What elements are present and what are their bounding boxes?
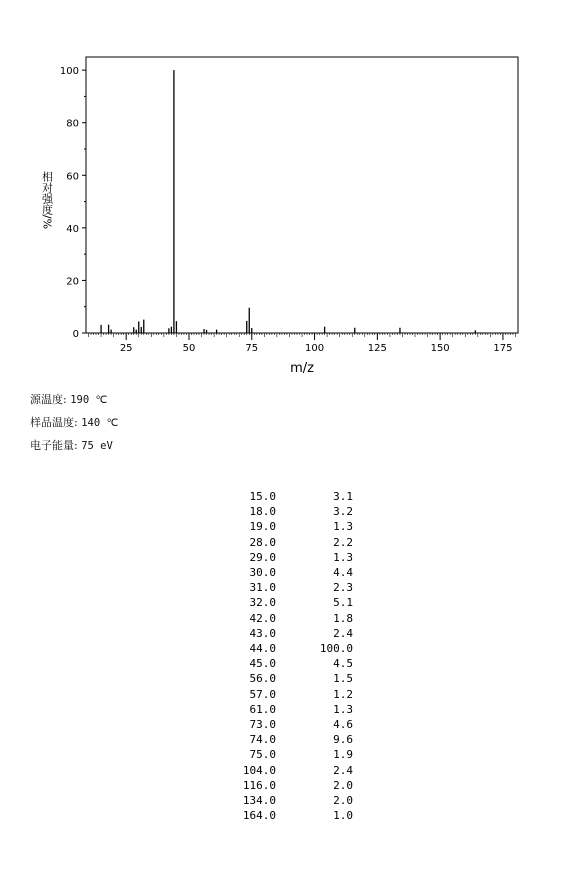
- peak-intensity: 1.3: [333, 702, 353, 716]
- peak-mz: 57.0: [249, 687, 276, 701]
- peak-mz: 73.0: [249, 718, 276, 732]
- y-tick-label: 20: [66, 276, 79, 288]
- x-tick-label: 50: [182, 343, 196, 354]
- y-tick-label: 0: [72, 329, 79, 340]
- peak-row: [220, 656, 380, 671]
- x-minor-ticks: [89, 333, 516, 337]
- x-axis-ticks: [120, 333, 513, 354]
- sample-temperature-value: 140 ℃: [81, 417, 119, 429]
- peak-row: [220, 717, 380, 732]
- peak-intensity: 2.3: [333, 581, 353, 595]
- source-temperature-label: 源温度:: [30, 393, 67, 406]
- peak-mz: 45.0: [249, 657, 276, 671]
- peak-row: [220, 626, 380, 641]
- peak-mz: 104.0: [242, 763, 276, 777]
- peak-row: [220, 763, 380, 778]
- peak-mz: 74.0: [249, 733, 276, 747]
- peak-mz: 31.0: [249, 581, 276, 595]
- peak-mz: 42.0: [249, 611, 276, 625]
- y-tick-label: 60: [66, 171, 79, 183]
- peak-intensity: 4.4: [333, 566, 353, 580]
- peak-mz: 164.0: [242, 809, 276, 823]
- peak-row: [220, 504, 380, 519]
- source-temperature-value: 190 ℃: [70, 394, 108, 406]
- peak-intensity: 1.0: [333, 809, 353, 823]
- peak-mz: 18.0: [249, 505, 276, 519]
- peak-mz: 75.0: [249, 748, 276, 762]
- peak-row: [220, 808, 380, 823]
- electron-energy: [30, 437, 113, 453]
- peak-row: [220, 580, 380, 595]
- spectrum-peaks: [101, 70, 475, 333]
- peak-mz: 29.0: [249, 550, 276, 564]
- peak-mz: 116.0: [242, 778, 276, 792]
- peak-intensity: 1.2: [333, 687, 353, 701]
- peak-row: [220, 611, 380, 626]
- peak-intensity: 1.5: [333, 672, 353, 686]
- peak-row: [220, 535, 380, 550]
- peak-intensity: 3.2: [333, 505, 353, 519]
- sample-temperature-label: 样品温度:: [30, 416, 78, 429]
- peak-intensity: 1.3: [333, 520, 353, 534]
- peak-intensity: 2.0: [333, 794, 353, 808]
- peak-mz: 134.0: [242, 794, 276, 808]
- peak-mz: 30.0: [249, 566, 276, 580]
- x-tick-label: 25: [119, 343, 133, 354]
- peak-intensity: 2.4: [333, 626, 353, 640]
- peak-intensity: 2.0: [333, 778, 353, 792]
- peak-row: [220, 565, 380, 580]
- peak-intensity: 5.1: [333, 596, 353, 610]
- peak-row: [220, 595, 380, 610]
- peak-row: [220, 489, 380, 504]
- peak-intensity: 1.9: [333, 748, 353, 762]
- peak-mz: 43.0: [249, 626, 276, 640]
- electron-energy-value: 75 eV: [81, 440, 113, 452]
- peak-mz: 19.0: [249, 520, 276, 534]
- peak-intensity: 1.3: [333, 550, 353, 564]
- peak-intensity: 1.8: [333, 611, 353, 625]
- source-temperature: [30, 391, 107, 407]
- y-axis-ticks: [60, 66, 86, 340]
- peak-intensity: 100.0: [319, 642, 353, 656]
- peak-table: [220, 489, 380, 823]
- peak-mz: 28.0: [249, 535, 276, 549]
- peak-mz: 32.0: [249, 596, 276, 610]
- peak-intensity: 4.5: [333, 657, 353, 671]
- peak-intensity: 3.1: [333, 490, 353, 503]
- x-axis-label: m/z: [290, 361, 314, 376]
- peak-row: [220, 793, 380, 808]
- plot-frame: [86, 57, 518, 333]
- peak-row: [220, 747, 380, 762]
- y-tick-label: 80: [66, 118, 79, 130]
- peak-mz: 15.0: [249, 490, 276, 503]
- peak-intensity: 2.2: [333, 535, 353, 549]
- peak-intensity: 9.6: [333, 733, 353, 747]
- x-tick-label: 125: [367, 343, 387, 354]
- sample-temperature: [30, 414, 118, 430]
- peak-intensity: 2.4: [333, 763, 353, 777]
- x-tick-label: 75: [245, 343, 259, 354]
- electron-energy-label: 电子能量:: [30, 439, 78, 452]
- y-tick-label: 40: [66, 223, 79, 235]
- mass-spectrum-chart: [0, 0, 570, 380]
- peak-row: [220, 519, 380, 534]
- peak-mz: 44.0: [249, 642, 276, 656]
- peak-mz: 61.0: [249, 702, 276, 716]
- x-tick-label: 100: [305, 343, 325, 354]
- peak-row: [220, 641, 380, 656]
- peak-row: [220, 732, 380, 747]
- peak-intensity: 4.6: [333, 718, 353, 732]
- peak-row: [220, 702, 380, 717]
- peak-row: [220, 687, 380, 702]
- x-tick-label: 175: [493, 343, 513, 354]
- y-axis-label: 相对强度/%: [40, 170, 54, 230]
- x-tick-label: 150: [430, 343, 450, 354]
- peak-row: [220, 778, 380, 793]
- peak-row: [220, 671, 380, 686]
- peak-row: [220, 550, 380, 565]
- y-tick-label: 100: [59, 66, 79, 78]
- peak-mz: 56.0: [249, 672, 276, 686]
